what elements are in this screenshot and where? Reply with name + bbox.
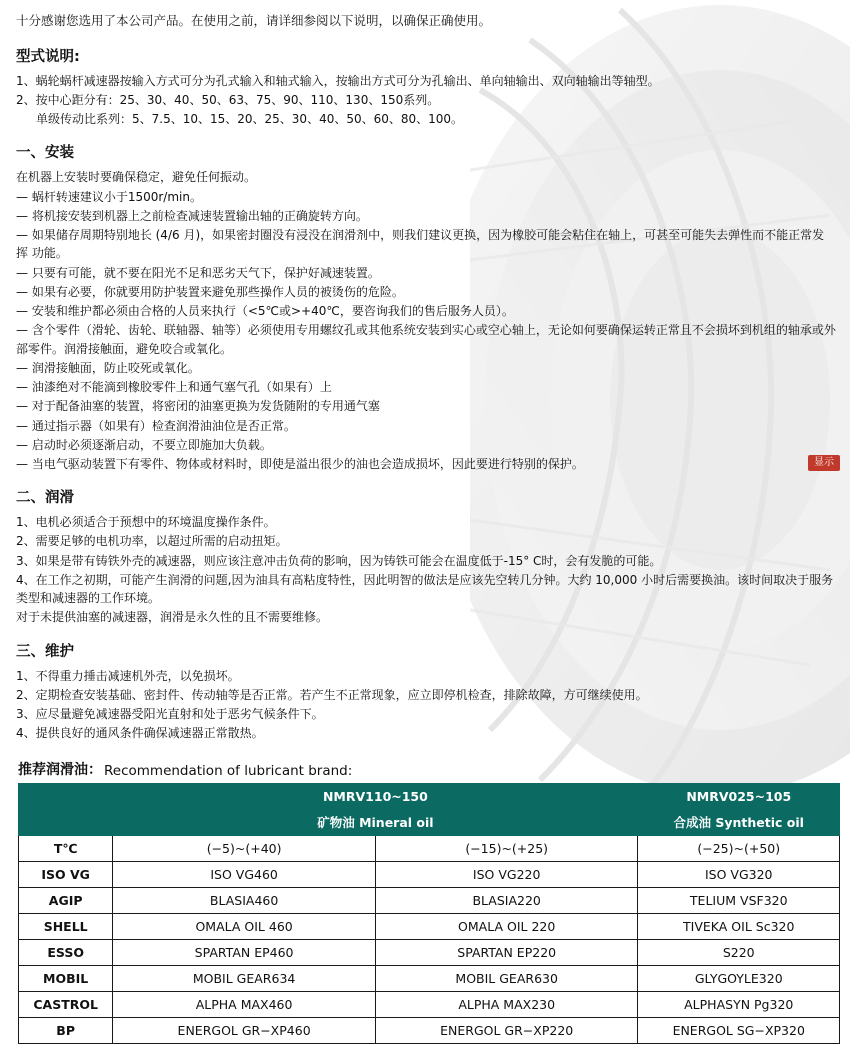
row-label-temp: T℃ (19, 835, 113, 861)
lubrication-section (14, 486, 836, 626)
install-line-1: 在机器上安装时要确保稳定，避免任何振动。 (16, 170, 257, 185)
cell-shell-c3: TIVEKA OIL Sc320 (638, 913, 840, 939)
lubricant-heading-cn: 推荐润滑油： (18, 761, 102, 778)
install-line-12: — 通过指示器（如果有）检查润滑油油位是否正常。 (16, 418, 296, 433)
install-line-14: — 当电气驱动装置下有零件、物体或材料时，即使是溢出很少的油也会造成损坏，因此要进行特别的保护。 (16, 456, 584, 471)
install-line-13: — 启动时必须逐渐启动，不要立即施加大负载。 (16, 437, 272, 452)
lubrication-line-5: 对于未提供油塞的减速器，润滑是永久性的且不需要维修。 (16, 610, 329, 625)
install-line-3: — 将机接安装到机器上之前检查减速装置输出轴的正确旋转方向。 (16, 208, 368, 223)
lubrication-line-1: 1、电机必须适合于预想中的环境温度操作条件。 (16, 515, 276, 530)
header-group-right: NMRV025~105 (638, 783, 840, 809)
type-description-section (14, 45, 836, 129)
table-header-row-1 (19, 783, 840, 809)
cell-esso-c2: SPARTAN EP220 (375, 939, 638, 965)
installation-section (14, 141, 836, 473)
display-badge[interactable]: 显示 (808, 455, 840, 471)
cell-isovg-c3: ISO VG320 (638, 861, 840, 887)
cell-temp-c3: (−25)~(+50) (638, 835, 840, 861)
maintenance-title: 三、维护 (16, 643, 74, 660)
header-corner-cell (19, 783, 113, 835)
table-row (19, 861, 840, 887)
cell-mobil-c3: GLYGOYLE320 (638, 965, 840, 991)
install-line-10: — 油漆绝对不能滴到橡胶零件上和通气塞气孔（如果有）上 (16, 380, 332, 395)
cell-agip-c3: TELIUM VSF320 (638, 887, 840, 913)
table-row (19, 939, 840, 965)
row-label-isovg: ISO VG (19, 861, 113, 887)
install-line-8: — 含个零件（滑轮、齿轮、联轴器、轴等）必须使用专用螺纹孔或其他系统安装到实心或空心轴上，无论如何要确保运转正常且不会损坏到机组的轴承或外部零件。润滑接触面，避免咬合或氧化。 (16, 323, 836, 356)
table-row (19, 913, 840, 939)
install-line-6: — 如果有必要，你就要用防护装置来避免那些操作人员的被烫伤的危险。 (16, 284, 404, 299)
row-label-mobil: MOBIL (19, 965, 113, 991)
header-sub-mineral: 矿物油 Mineral oil (113, 809, 638, 835)
header-sub-synthetic: 合成油 Synthetic oil (638, 809, 840, 835)
lubricant-table (18, 783, 840, 1044)
type-line-3: 单级传动比系列：5、7.5、10、15、20、25、30、40、50、60、80、100。 (36, 112, 464, 127)
cell-esso-c3: S220 (638, 939, 840, 965)
lubrication-line-3: 3、如果是带有铸铁外壳的减速器，则应该注意冲击负荷的影响，因为铸铁可能会在温度低于-15° C时，会有发脆的可能。 (16, 553, 662, 568)
type-line-2: 2、按中心距分有：25、30、40、50、63、75、90、110、130、150系列。 (16, 92, 440, 107)
cell-castrol-c1: ALPHA MAX460 (113, 991, 376, 1017)
cell-mobil-c1: MOBIL GEAR634 (113, 965, 376, 991)
type-line-1: 1、蜗轮蜗杆减速器按输入方式可分为孔式输入和轴式输入，按输出方式可分为孔输出、单向轴输出、双向轴输出等轴型。 (16, 73, 660, 88)
maintenance-section (14, 640, 836, 743)
table-row (19, 991, 840, 1017)
cell-bp-c3: ENERGOL SG−XP320 (638, 1017, 840, 1043)
cell-bp-c1: ENERGOL GR−XP460 (113, 1017, 376, 1043)
cell-agip-c2: BLASIA220 (375, 887, 638, 913)
row-label-esso: ESSO (19, 939, 113, 965)
row-label-castrol: CASTROL (19, 991, 113, 1017)
row-label-agip: AGIP (19, 887, 113, 913)
lubrication-title: 二、润滑 (16, 490, 74, 507)
installation-title: 一、安装 (16, 145, 74, 162)
cell-shell-c2: OMALA OIL 220 (375, 913, 638, 939)
table-row (19, 835, 840, 861)
row-label-bp: BP (19, 1017, 113, 1043)
intro-paragraph: 十分感谢您选用了本公司产品。在使用之前，请详细参阅以下说明，以确保正确使用。 (16, 13, 492, 28)
install-line-4: — 如果储存周期特别地长 (4/6 月)，如果密封圈没有浸没在润滑剂中，则我们建议更换，因为橡胶可能会粘住在轴上，可甚至可能失去弹性而不能正常发挥 功能。 (16, 228, 825, 261)
lubricant-heading-en: Recommendation of lubricant brand: (104, 762, 353, 779)
maintenance-line-1: 1、不得重力捶击减速机外壳，以免损坏。 (16, 668, 240, 683)
cell-agip-c1: BLASIA460 (113, 887, 376, 913)
lubrication-line-4: 4、在工作之初期，可能产生润滑的问题,因为油具有高粘度特性，因此明智的做法是应该先空转几分钟。大约 10,000 小时后需要换油。该时间取决于服务类型和减速器的工作环境。 (16, 572, 834, 606)
maintenance-line-3: 3、应尽量避免减速器受阳光直射和处于恶劣气候条件下。 (16, 707, 324, 722)
table-row (19, 1017, 840, 1043)
install-line-11: — 对于配备油塞的装置，将密闭的油塞更换为发货随附的专用通气塞 (16, 399, 380, 414)
cell-esso-c1: SPARTAN EP460 (113, 939, 376, 965)
install-line-5: — 只要有可能，就不要在阳光不足和恶劣天气下，保护好减速装置。 (16, 265, 380, 280)
table-header-row-2 (19, 809, 840, 835)
header-group-left: NMRV110~150 (113, 783, 638, 809)
install-line-9: — 润滑接触面，防止咬死或氧化。 (16, 360, 200, 375)
lubrication-line-2: 2、需要足够的电机功率，以超过所需的启动扭矩。 (16, 534, 288, 549)
row-label-shell: SHELL (19, 913, 113, 939)
cell-castrol-c2: ALPHA MAX230 (375, 991, 638, 1017)
table-row (19, 887, 840, 913)
maintenance-line-2: 2、定期检查安装基础、密封件、传动轴等是否正常。若产生不正常现象，应立即停机检查，排除故障，方可继续使用。 (16, 687, 648, 702)
cell-isovg-c2: ISO VG220 (375, 861, 638, 887)
type-description-title: 型式说明: (16, 48, 80, 65)
cell-mobil-c2: MOBIL GEAR630 (375, 965, 638, 991)
cell-bp-c2: ENERGOL GR−XP220 (375, 1017, 638, 1043)
install-line-7: — 安装和维护都必须由合格的人员来执行（<5℃或>+40℃，要咨询我们的售后服务人员）。 (16, 304, 514, 319)
lubricant-table-heading (18, 759, 836, 779)
install-line-2: — 蜗杆转速建议小于1500r/min。 (16, 189, 202, 204)
cell-castrol-c3: ALPHASYN Pg320 (638, 991, 840, 1017)
maintenance-line-4: 4、提供良好的通风条件确保减速器正常散热。 (16, 726, 264, 741)
cell-temp-c2: (−15)~(+25) (375, 835, 638, 861)
cell-temp-c1: (−5)~(+40) (113, 835, 376, 861)
table-row (19, 965, 840, 991)
cell-isovg-c1: ISO VG460 (113, 861, 376, 887)
cell-shell-c1: OMALA OIL 460 (113, 913, 376, 939)
